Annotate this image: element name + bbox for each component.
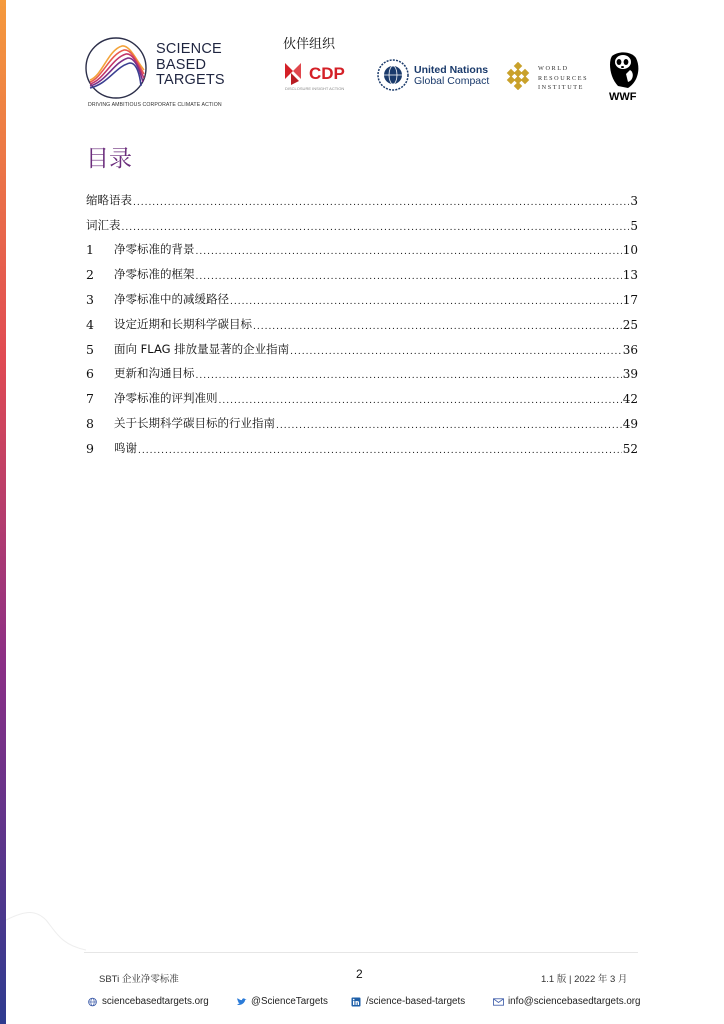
sbt-logo-mark-icon bbox=[84, 36, 148, 100]
sbt-logo-words bbox=[156, 42, 225, 89]
footer-divider bbox=[84, 952, 638, 953]
toc-entry-number: 1 bbox=[86, 242, 94, 258]
sbt-logo bbox=[84, 34, 234, 114]
cdp-name: CDP bbox=[309, 64, 345, 83]
toc-entry-title[interactable]: 面向 FLAG 排放量显著的企业指南 bbox=[114, 341, 290, 356]
page-edge-gradient bbox=[0, 0, 6, 1024]
decorative-swoosh bbox=[6, 900, 86, 970]
toc-dot-leader bbox=[138, 446, 622, 456]
toc-entry[interactable] bbox=[86, 208, 638, 233]
globe-icon bbox=[86, 997, 98, 1007]
footer-version: 1.1 版 | 2022 年 3 月 bbox=[541, 974, 628, 985]
toc-entry-number: 5 bbox=[86, 341, 94, 357]
sbt-logo-line1: SCIENCE bbox=[156, 41, 222, 57]
contact-linkedin[interactable] bbox=[350, 996, 465, 1007]
toc-entry-title[interactable]: 鸣谢 bbox=[114, 440, 137, 455]
toc-entry-page[interactable]: 13 bbox=[622, 268, 638, 283]
email-icon bbox=[492, 997, 504, 1007]
toc-list bbox=[86, 183, 638, 456]
toc-entry-page[interactable]: 25 bbox=[622, 317, 638, 332]
un-global-compact-logo bbox=[376, 58, 491, 94]
toc-entry-title[interactable]: 缩略语表 bbox=[86, 192, 132, 207]
contact-twitter-text[interactable]: @ScienceTargets bbox=[251, 996, 328, 1007]
wri-mark-icon bbox=[504, 62, 532, 90]
toc-entry-number: 2 bbox=[86, 267, 94, 283]
cdp-mark-icon bbox=[283, 59, 307, 87]
toc-entry[interactable] bbox=[86, 431, 638, 456]
un-text bbox=[414, 65, 489, 87]
toc-entry[interactable] bbox=[86, 406, 638, 431]
un-line1: United Nations bbox=[414, 64, 489, 76]
toc-entry-page[interactable]: 39 bbox=[622, 367, 638, 382]
toc-entry-number: 3 bbox=[86, 291, 94, 307]
toc-dot-leader bbox=[133, 198, 629, 208]
toc-entry-title[interactable]: 关于长期科学碳目标的行业指南 bbox=[114, 415, 275, 430]
toc-dot-leader bbox=[196, 247, 622, 257]
toc-entry[interactable] bbox=[86, 332, 638, 357]
wri-logo bbox=[504, 60, 594, 92]
toc-dot-leader bbox=[196, 272, 622, 282]
toc-dot-leader bbox=[230, 297, 622, 307]
toc-dot-leader bbox=[196, 371, 622, 381]
toc-entry-page[interactable]: 52 bbox=[622, 441, 638, 456]
sbt-logo-line2: BASED bbox=[156, 56, 207, 73]
toc-entry-number: 4 bbox=[86, 316, 94, 332]
toc-entry-title[interactable]: 净零标准的背景 bbox=[114, 242, 195, 257]
panda-icon bbox=[606, 48, 644, 90]
wri-text bbox=[538, 64, 588, 93]
toc-dot-leader bbox=[290, 347, 622, 357]
contact-email-text[interactable]: info@sciencebasedtargets.org bbox=[508, 996, 641, 1007]
toc-entry-number: 6 bbox=[86, 366, 94, 382]
toc-entry-title[interactable]: 更新和沟通目标 bbox=[114, 366, 195, 381]
sbt-logo-tagline: DRIVING AMBITIOUS CORPORATE CLIMATE ACTION bbox=[88, 102, 222, 108]
toc-entry-page[interactable]: 36 bbox=[622, 342, 638, 357]
contact-website-text[interactable]: sciencebasedtargets.org bbox=[102, 996, 209, 1007]
toc-entry-title[interactable]: 净零标准的框架 bbox=[114, 267, 195, 282]
toc-entry[interactable] bbox=[86, 307, 638, 332]
toc-entry[interactable] bbox=[86, 257, 638, 282]
toc-entry-page[interactable]: 3 bbox=[630, 193, 638, 208]
wwf-logo bbox=[606, 48, 646, 104]
toc-entry-page[interactable]: 10 bbox=[622, 243, 638, 258]
toc-dot-leader bbox=[276, 421, 622, 431]
contact-twitter[interactable] bbox=[235, 996, 328, 1007]
toc-dot-leader bbox=[219, 396, 622, 406]
footer-doc-name: SBTi 企业净零标准 bbox=[99, 974, 179, 985]
toc-entry[interactable] bbox=[86, 282, 638, 307]
contact-email[interactable] bbox=[492, 996, 640, 1007]
page-number: 2 bbox=[356, 967, 363, 981]
toc-dot-leader bbox=[253, 322, 622, 332]
toc-entry-title[interactable]: 设定近期和长期科学碳目标 bbox=[114, 316, 252, 331]
toc-entry-page[interactable]: 42 bbox=[622, 392, 638, 407]
toc-entry-title[interactable]: 净零标准中的减缓路径 bbox=[114, 291, 229, 306]
toc-entry-page[interactable]: 49 bbox=[622, 416, 638, 431]
twitter-icon bbox=[235, 997, 247, 1007]
toc-entry-page[interactable]: 5 bbox=[630, 218, 638, 233]
toc-entry-title[interactable]: 词汇表 bbox=[86, 217, 121, 232]
contact-linkedin-text[interactable]: /science-based-targets bbox=[366, 996, 466, 1007]
toc-entry[interactable] bbox=[86, 381, 638, 406]
wri-line3: INSTITUTE bbox=[538, 84, 585, 91]
cdp-subtitle: DISCLOSURE INSIGHT ACTION bbox=[285, 86, 345, 91]
linkedin-icon bbox=[350, 997, 362, 1007]
toc-entry[interactable] bbox=[86, 183, 638, 208]
toc-dot-leader bbox=[122, 223, 630, 233]
toc-entry[interactable] bbox=[86, 357, 638, 382]
partners-title: 伙伴组织 bbox=[283, 37, 336, 52]
wri-line2: RESOURCES bbox=[538, 74, 589, 82]
sbt-logo-line3: TARGETS bbox=[156, 72, 225, 88]
un-line2: Global Compact bbox=[414, 75, 490, 87]
contact-website[interactable] bbox=[86, 996, 209, 1007]
toc-heading: 目录 bbox=[86, 146, 132, 172]
toc-entry-page[interactable]: 17 bbox=[622, 292, 638, 307]
toc-entry-title[interactable]: 净零标准的评判准则 bbox=[114, 391, 218, 406]
un-globe-icon bbox=[376, 58, 410, 92]
toc-entry-number: 8 bbox=[86, 415, 94, 431]
toc-entry[interactable] bbox=[86, 233, 638, 258]
wri-line1: WORLD bbox=[538, 65, 569, 72]
toc-entry-number: 9 bbox=[86, 440, 94, 456]
cdp-logo bbox=[283, 56, 355, 96]
toc-entry-number: 7 bbox=[86, 391, 94, 407]
wwf-name: WWF bbox=[609, 91, 637, 103]
